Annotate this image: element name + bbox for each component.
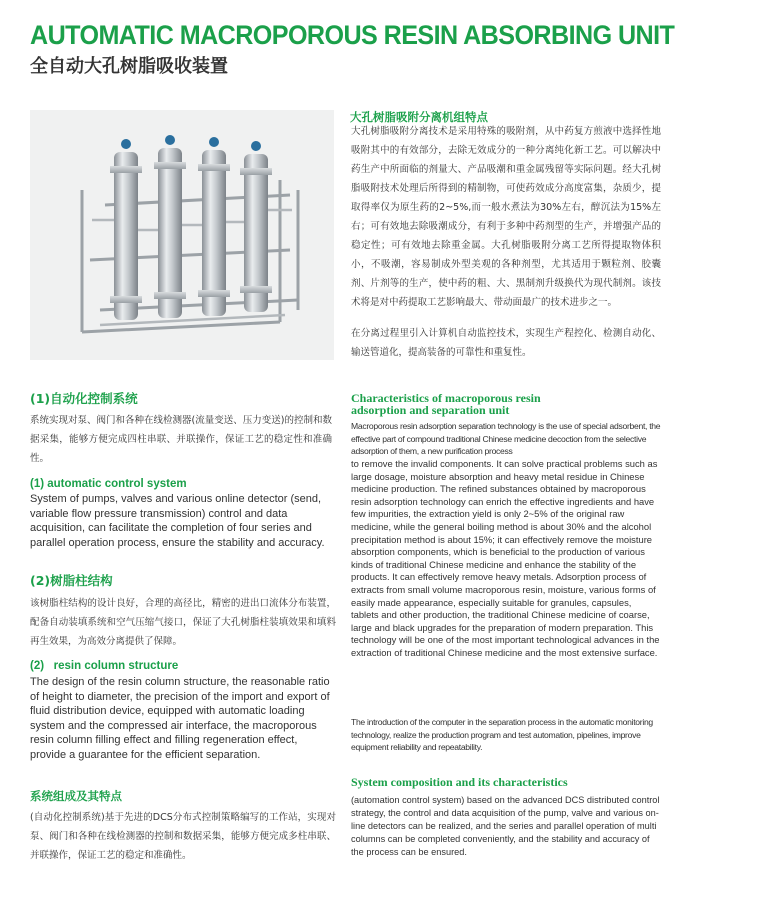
characteristics-heading-line1: Characteristics of macroporous resin xyxy=(351,391,541,405)
section2-heading-english: (2) resin column structure xyxy=(30,660,179,672)
section1-heading-chinese: (1)自动化控制系统 xyxy=(30,391,138,406)
section1-body-chinese: 系统实现对泵、阀门和各种在线检测器(流量变送、压力变送)的控制和数据采集，能够方便完成四柱串联、并联操作，保证工艺的稳定性和准确性。 xyxy=(30,415,332,464)
features-paragraph-chinese: 大孔树脂吸附分离技术是采用特殊的吸附剂，从中药复方煎液中选择性地吸附其中的有效部分，去除无效成分的一种分离纯化新工艺。可以解决中药生产中所面临的剂量大、产品吸潮和重金属残留等实际问题。经大孔树脂吸附技术处理后所得到的精制物，可使药效成分高度富集，杂质少，提取得率仅为原生药的2~5%,而一般水煮法为30%左右，醇沉法为15%左右；可有效地去除吸潮成分，有利于多种中药剂型的生产，并增强产品的稳定性；可有效地去除重金属。大孔树脂吸附分离工艺所得提取物体积小，不吸潮，容易制成外型美观的各种剂型，尤其适用于颗粒剂、胶囊剂、片剂等的生产，使中药的粗、大、黑制剂升级换代为现代制剂。该技术将是对中药提取工艺影响最大、带动面最广的技术进步之一。 xyxy=(351,126,661,308)
resin-columns xyxy=(110,148,272,320)
section3-body-chinese: (自动化控制系统)基于先进的DCS分布式控制策略编写的工作站，实现对泵、阀门和各种在线检测器的控制和数据采集，能够方便完成多柱串联、并联操作，保证工艺的稳定和准确性。 xyxy=(30,812,336,861)
section2-body-chinese: 该树脂柱结构的设计良好，合理的高径比，精密的进出口流体分布装置，配备自动装填系统和空气压缩气接口，保证了大孔树脂柱装填效果和填料再生效果，为高效分离提供了保障。 xyxy=(30,598,336,647)
section1-body-english: System of pumps, valves and various online detector (send, variable flow pressure transmission) control and data acquisition, can facilitate the completion of four series and parallel operation process, ensure the stability and accuracy. xyxy=(30,493,325,549)
characteristics-body: to remove the invalid components. It can solve practical problems such as large dosage, moisture absorption and heavy metal residue in Chinese medicine production. The refined substances obtained by macroporous resin adsorption technology can enrich the effective ingredients and have few impurities, the extraction yield is only 2~5% of the original raw medicine, while the general boiling method is about 30% and the alcohol precipitation method is about 15%; it can effectively remove the moisture absorption components, which is beneficial to the production of various kinds of traditional Chinese medicine and enhance the stability of the products. It can effectively remove heavy metals. Adsorption process of extracts from small volume macroporous resin, moisture, various forms of easily made appearance, especially suitable for granules, capsules, tablets and other production, the traditional Chinese medicine of coarse, large and black upgrades for the preparation of modern preparation. This technology will be one of the most important technological advances in the extraction of traditional Chinese medicine and the most extensive surface. xyxy=(351,458,660,658)
section3-heading-chinese: 系统组成及其特点 xyxy=(30,789,122,803)
features-paragraph-chinese-2: 在分离过程里引入计算机自动监控技术，实现生产程控化、检测自动化、输送管道化，提高装备的可靠性和重复性。 xyxy=(351,328,661,358)
page-title-chinese: 全自动大孔树脂吸收装置 xyxy=(30,56,228,77)
characteristics-heading-line2: adsorption and separation unit xyxy=(351,403,510,417)
page-title-english: AUTOMATIC MACROPOROUS RESIN ABSORBING UNIT xyxy=(30,20,675,50)
resin-unit-illustration xyxy=(30,110,334,360)
system-composition-heading: System composition and its characteristics xyxy=(351,775,568,789)
product-photo xyxy=(30,110,334,360)
pressure-gauges xyxy=(121,135,261,151)
features-heading-chinese: 大孔树脂吸附分离机组特点 xyxy=(350,110,488,124)
system-composition-body: (automation control system) based on the advanced DCS distributed control strategy, the control and data acquisition of the pump, valve and various on-line detectors can be realized, and the series and parallel operation of multi columns can be completed conveniently, and the stability and accuracy of the process can be ensured. xyxy=(351,795,660,857)
section2-body-english: The design of the resin column structure, the reasonable ratio of height to diameter, the precision of the import and export of fluid distribution device, equipped with automatic loading system and the compressed air interface, the macroporous resin column filling effect and filling regeneration effect, provide a guarantee for the efficient separation. xyxy=(30,676,330,761)
section2-heading-chinese: (2)树脂柱结构 xyxy=(30,573,113,588)
section1-heading-english: (1) automatic control system xyxy=(30,478,187,490)
characteristics-body-condensed: Macroporous resin adsorption separation technology is the use of special adsorbent, the effective part of compound traditional Chinese medicine decoction from the selective adsorption of them, a new purification process xyxy=(351,421,661,457)
characteristics-body-computer: The introduction of the computer in the separation process in the automatic monitoring technology, realize the production program and test automation, pipelines, improve equipment reliability and repeatability. xyxy=(351,717,653,753)
